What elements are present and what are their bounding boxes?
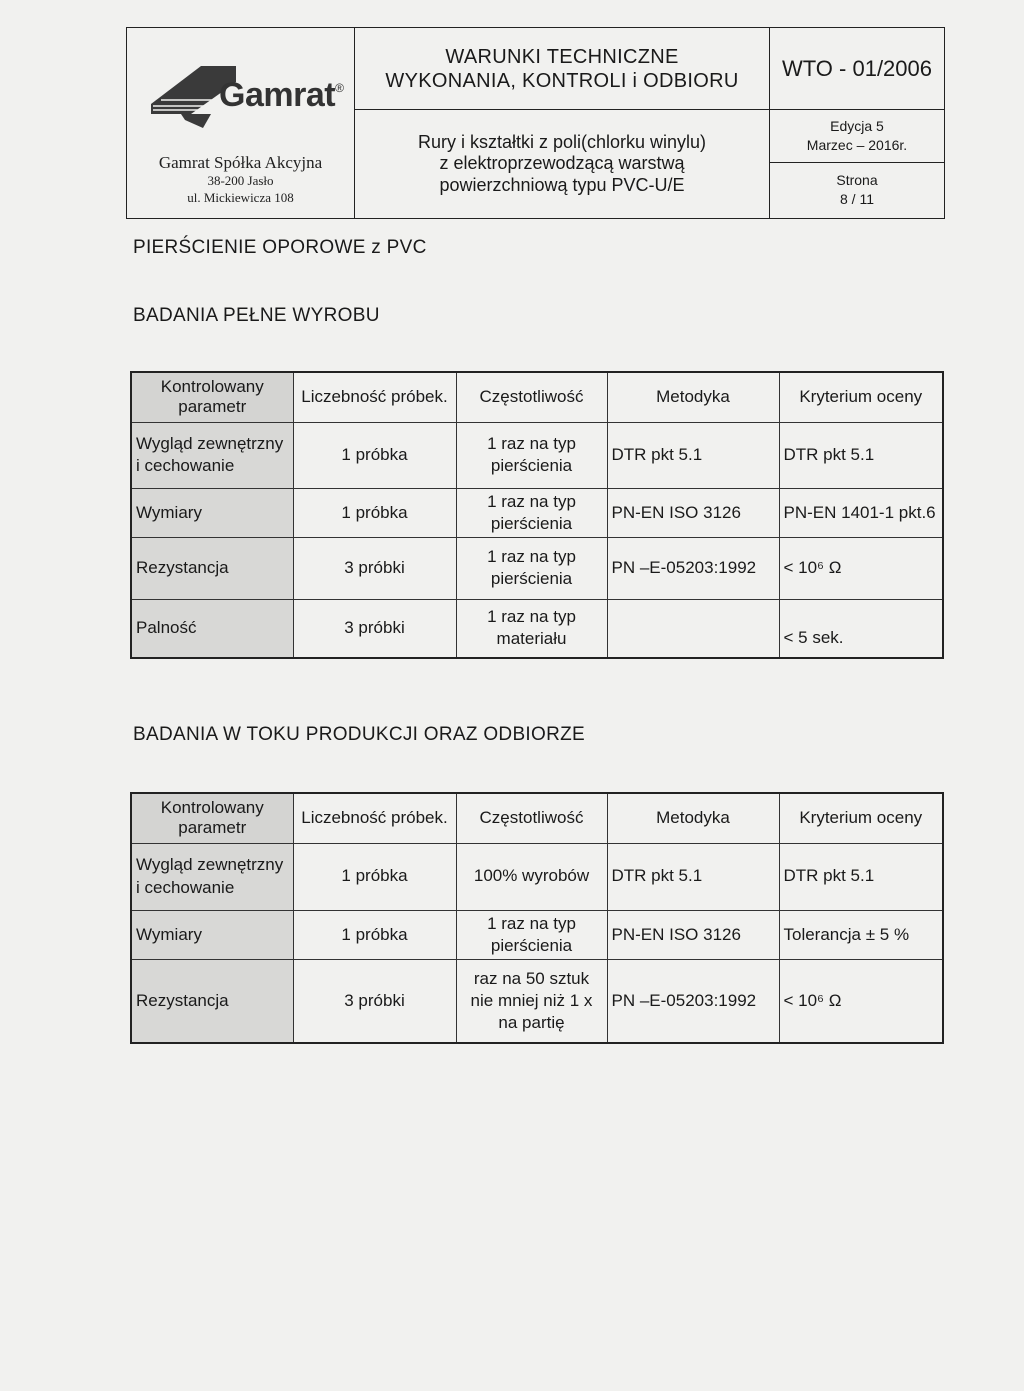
table-cell: 100% wyrobów (456, 843, 607, 910)
table-cell: < 5 sek. (779, 599, 943, 658)
table-cell: Wygląd zewnętrzny i cechowanie (131, 422, 293, 488)
edition: Edycja 5 (830, 118, 884, 135)
edition-cell (770, 110, 945, 162)
column-header: Kontrolowany parametr (131, 793, 293, 843)
edition-date: Marzec – 2016r. (806, 137, 908, 154)
table-row (131, 843, 943, 910)
full-tests-heading: BADANIA PEŁNE WYROBU (133, 305, 380, 326)
table-cell: 1 raz na typ materiału (456, 599, 607, 658)
doc-title-line2: WYKONANIA, KONTROLI i ODBIORU (385, 69, 739, 92)
table-cell: Tolerancja ± 5 % (779, 910, 943, 959)
table-cell: PN-EN ISO 3126 (607, 910, 779, 959)
company-name: Gamrat Spółka Akcyjna (158, 153, 323, 173)
column-header: Kontrolowany parametr (131, 372, 293, 422)
table-cell: 1 raz na typ pierścienia (456, 422, 607, 488)
table-row (131, 599, 943, 658)
doc-title-line1: WARUNKI TECHNICZNE (445, 45, 679, 68)
table-header-row (131, 372, 943, 422)
table-cell (607, 599, 779, 658)
column-header: Liczebność próbek. (293, 372, 456, 422)
table-row (131, 910, 943, 959)
table-row (131, 959, 943, 1043)
table-cell: Wymiary (131, 488, 293, 537)
table-cell: raz na 50 sztuk nie mniej niż 1 x na partię (456, 959, 607, 1043)
column-header: Częstotliwość (456, 793, 607, 843)
table-cell: PN –E-05203:1992 (607, 959, 779, 1043)
table-cell: 3 próbki (293, 599, 456, 658)
page-label: Strona (836, 172, 878, 189)
table-row (131, 422, 943, 488)
table-cell: 1 próbka (293, 910, 456, 959)
doc-subject-line2: z elektroprzewodzącą warstwą (439, 153, 685, 174)
section-title: PIERŚCIENIE OPOROWE z PVC (133, 237, 427, 258)
logo-text: Gamrat (219, 76, 336, 115)
table-cell: DTR pkt 5.1 (607, 422, 779, 488)
company-block (127, 28, 355, 219)
table-cell: Wymiary (131, 910, 293, 959)
table-cell: Rezystancja (131, 537, 293, 599)
table-header-row (131, 793, 943, 843)
table-cell: 1 próbka (293, 843, 456, 910)
column-header: Metodyka (607, 793, 779, 843)
company-city: 38-200 Jasło (207, 173, 274, 189)
table-cell: 3 próbki (293, 959, 456, 1043)
table-cell: 3 próbki (293, 537, 456, 599)
table-cell: Palność (131, 599, 293, 658)
company-address (127, 152, 354, 206)
table-row (131, 488, 943, 537)
table-cell: < 10⁶ Ω (779, 537, 943, 599)
production-tests-heading: BADANIA W TOKU PRODUKCJI ORAZ ODBIORZE (133, 724, 585, 745)
table-cell: < 10⁶ Ω (779, 959, 943, 1043)
doc-code-cell (770, 28, 945, 110)
table-cell: PN-EN 1401-1 pkt.6 (779, 488, 943, 537)
table-cell: 1 raz na typ pierścienia (456, 488, 607, 537)
doc-subject-line3: powierzchniową typu PVC-U/E (439, 175, 685, 195)
company-logo: Gamrat® (127, 48, 354, 130)
table-cell: PN-EN ISO 3126 (607, 488, 779, 537)
table-cell: DTR pkt 5.1 (607, 843, 779, 910)
doc-subject-cell (355, 110, 770, 219)
column-header: Kryterium oceny (779, 793, 943, 843)
column-header: Metodyka (607, 372, 779, 422)
table-cell: Wygląd zewnętrzny i cechowanie (131, 843, 293, 910)
table-cell: 1 raz na typ pierścienia (456, 537, 607, 599)
company-street: ul. Mickiewicza 108 (187, 189, 294, 205)
full-tests-table (130, 371, 944, 659)
table-row (131, 537, 943, 599)
page-number: 8 / 11 (840, 191, 874, 208)
table-cell: 1 próbka (293, 488, 456, 537)
doc-title-cell (355, 28, 770, 110)
table-cell: 1 raz na typ pierścienia (456, 910, 607, 959)
table-cell: PN –E-05203:1992 (607, 537, 779, 599)
column-header: Kryterium oceny (779, 372, 943, 422)
column-header: Częstotliwość (456, 372, 607, 422)
document-header (126, 27, 945, 219)
page-cell (770, 162, 945, 218)
table-cell: Rezystancja (131, 959, 293, 1043)
doc-subject-line1: Rury i kształtki z poli(chlorku winylu) (417, 131, 707, 152)
table-cell: DTR pkt 5.1 (779, 843, 943, 910)
table-cell: 1 próbka (293, 422, 456, 488)
table-cell: DTR pkt 5.1 (779, 422, 943, 488)
production-tests-table (130, 792, 944, 1044)
column-header: Liczebność próbek. (293, 793, 456, 843)
doc-code: WTO - 01/2006 (782, 55, 932, 81)
